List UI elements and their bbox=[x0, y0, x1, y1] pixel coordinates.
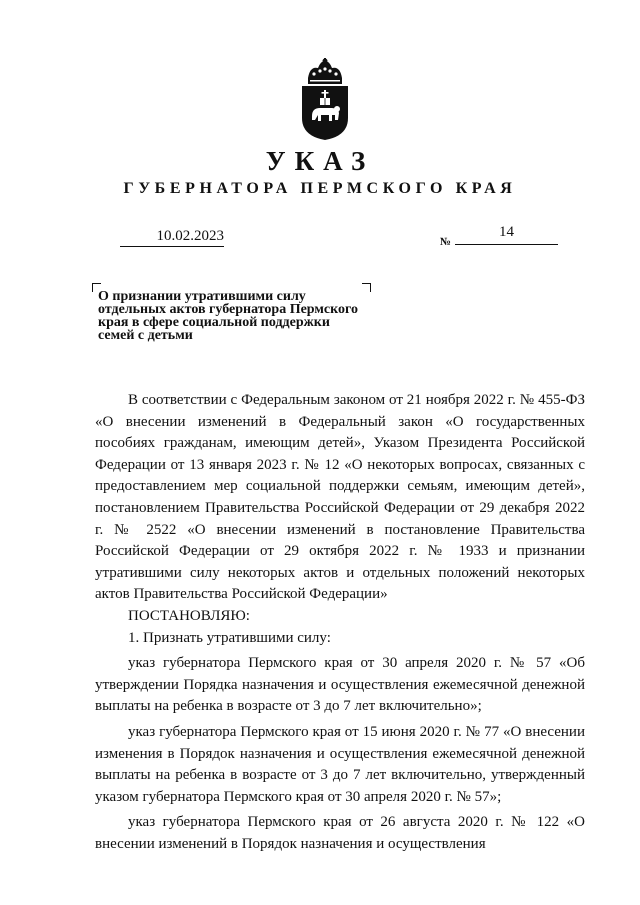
number-label: № bbox=[440, 236, 452, 248]
subject-corner-right bbox=[362, 283, 371, 292]
decree-body bbox=[95, 390, 585, 855]
decree-date: 10.02.2023 bbox=[120, 228, 224, 247]
decree-subject: О признании утратившими силу отдельных актов губернатора Пермского края в сфере социальной поддержки семей с детьми bbox=[98, 289, 359, 343]
repealed-item-1: указ губернатора Пермского края от 30 апреля 2020 г. № 57 «Об утверждении Порядка назначения и осуществления ежемесячной денежной выплаты на ребенка в возрасте от 3 до 7 лет включительно»; bbox=[95, 655, 585, 715]
document-title: УКАЗ bbox=[265, 146, 375, 176]
document-subtitle: ГУБЕРНАТОРА ПЕРМСКОГО КРАЯ bbox=[123, 180, 517, 197]
decree-word: ПОСТАНОВЛЯЮ: bbox=[128, 607, 250, 624]
coat-of-arms-icon bbox=[296, 58, 354, 142]
repealed-item-2: указ губернатора Пермского края от 15 июня 2020 г. № 77 «О внесении изменения в Порядок назначения и осуществления ежемесячной денежной выплаты на ребенка в возрасте от 3 до 7 лет включительно, утвержденный указом губернатора Пермского края от 30 апреля 2020 г. № 57»; bbox=[95, 723, 585, 805]
repealed-item-3: указ губернатора Пермского края от 26 августа 2020 г. № 122 «О внесении изменений в Порядок назначения и осуществления bbox=[95, 814, 585, 852]
decree-number: 14 bbox=[455, 224, 558, 245]
point-1: 1. Признать утратившими силу: bbox=[128, 629, 331, 646]
preamble-paragraph: В соответствии с Федеральным законом от 21 ноября 2022 г. № 455-ФЗ «О внесении изменений в Федеральный закон «О государственных пособиях гражданам, имеющим детей», Указом Президента Российской Федерации от 13 января 2023 г. № 12 «О некоторых вопросах, связанных с предоставлением мер социальной поддержки семьям, имеющим детей», постановлением Правительства Российской Федерации от 29 декабря 2022 г. № 2522 «О внесении изменений в постановление Правительства Российской Федерации от 29 октября 2022 г. № 1933 и признании утратившими силу некоторых актов и отдельных положений некоторых актов Правительства Российской Федерации» bbox=[95, 392, 585, 603]
